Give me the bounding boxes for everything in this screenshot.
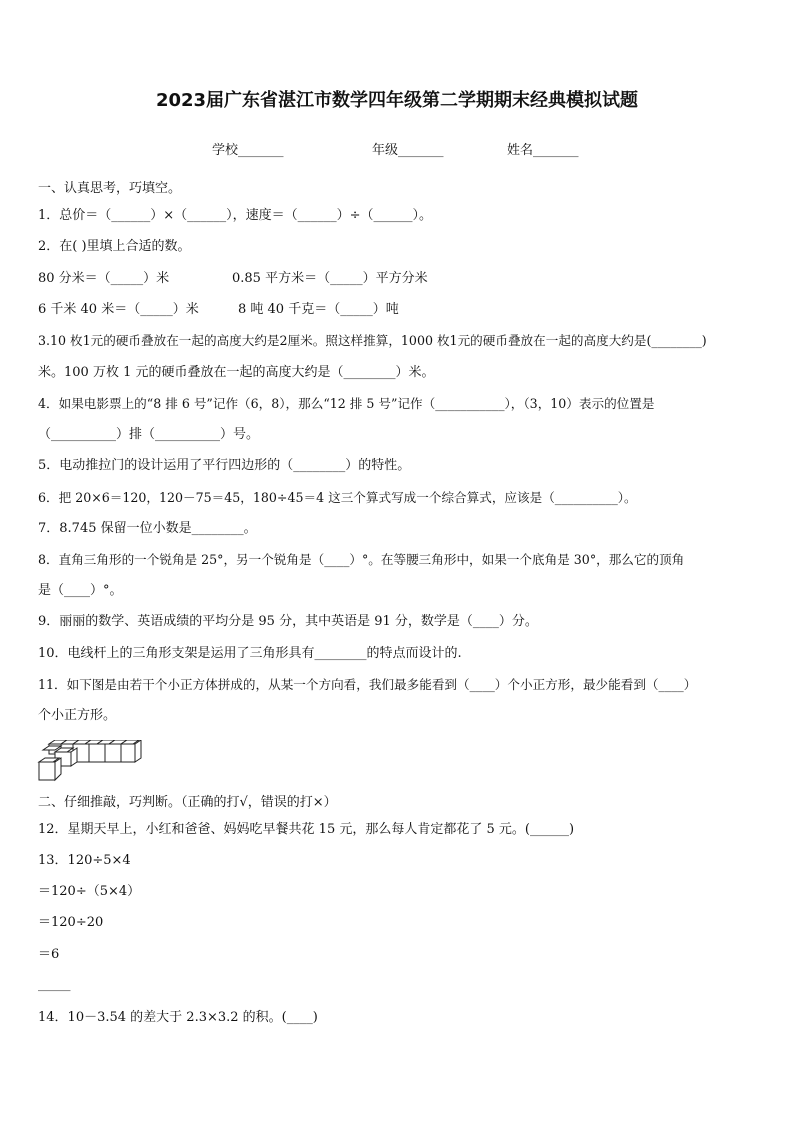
question-2d: 8 吨 40 千克＝（_____）吨 (238, 302, 399, 317)
cube-figure (37, 740, 143, 782)
question-13-line4: ＝6 (38, 947, 60, 962)
question-5: 5．电动推拉门的设计运用了平行四边形的（________）的特性。 (38, 458, 411, 473)
question-13-line3: ＝120÷20 (38, 915, 104, 930)
question-2b: 0.85 平方米＝（_____）平方分米 (232, 271, 428, 286)
question-14: 14．10－3.54 的差大于 2.3×3.2 的积。(____) (38, 1010, 318, 1025)
question-13-line1: 13．120÷5×4 (38, 853, 131, 868)
question-13-answer-blank: _____ (38, 977, 71, 992)
question-12: 12．星期天早上，小红和爸爸、妈妈吃早餐共花 15 元，那么每人肯定都花了 5 元。(______) (38, 822, 575, 837)
question-11-line2: 个小正方形。 (38, 708, 117, 723)
question-4-line1: 4．如果电影票上的“8 排 6 号”记作（6，8），那么“12 排 5 号”记作（___________），（3，10）表示的位置是 (38, 396, 655, 411)
question-8-line1: 8．直角三角形的一个锐角是 25°，另一个锐角是（____）°。在等腰三角形中，如果一个底角是 30°，那么它的顶角 (38, 552, 685, 567)
question-6: 6．把 20×6＝120，120－75＝45，180÷45＝4 这三个算式写成一个综合算式，应该是（__________）。 (38, 490, 637, 505)
section-heading-fill: 一、认真思考，巧填空。 (38, 181, 182, 196)
question-8-line2: 是（____）°。 (38, 583, 123, 598)
grade-field: 年级_______ (372, 143, 444, 158)
page-title: 2023届广东省湛江市数学四年级第二学期期末经典模拟试题 (155, 90, 639, 111)
question-13-line2: ＝120÷（5×4） (38, 884, 141, 899)
section-heading-judge: 二、仔细推敲，巧判断。（正确的打√，错误的打×） (38, 795, 337, 810)
question-2: 2．在( )里填上合适的数。 (38, 239, 191, 254)
school-field: 学校_______ (212, 143, 284, 158)
name-field: 姓名_______ (507, 143, 579, 158)
question-4-line2: （__________）排（__________）号。 (38, 427, 260, 442)
question-11-line1: 11．如下图是由若干个小正方体拼成的，从某一个方向看，我们最多能看到（____）个小正方形，最少能看到（____） (38, 677, 697, 692)
question-7: 7．8.745 保留一位小数是________。 (38, 521, 257, 536)
question-2c: 6 千米 40 米＝（_____）米 (38, 302, 199, 317)
question-3-line2: 米。100 万枚 1 元的硬币叠放在一起的高度大约是（________）米。 (38, 365, 435, 380)
question-3-line1: 3.10 枚1元的硬币叠放在一起的高度大约是2厘米。照这样推算，1000 枚1元的硬币叠放在一起的高度大约是(________) (38, 333, 707, 348)
question-2a: 80 分米＝（_____）米 (38, 271, 170, 286)
question-10: 10．电线杆上的三角形支架是运用了三角形具有________的特点而设计的. (38, 646, 462, 661)
question-1: 1．总价＝（______）×（______），速度＝（______）÷（______）。 (38, 208, 433, 223)
question-9: 9．丽丽的数学、英语成绩的平均分是 95 分，其中英语是 91 分，数学是（____）分。 (38, 614, 538, 629)
